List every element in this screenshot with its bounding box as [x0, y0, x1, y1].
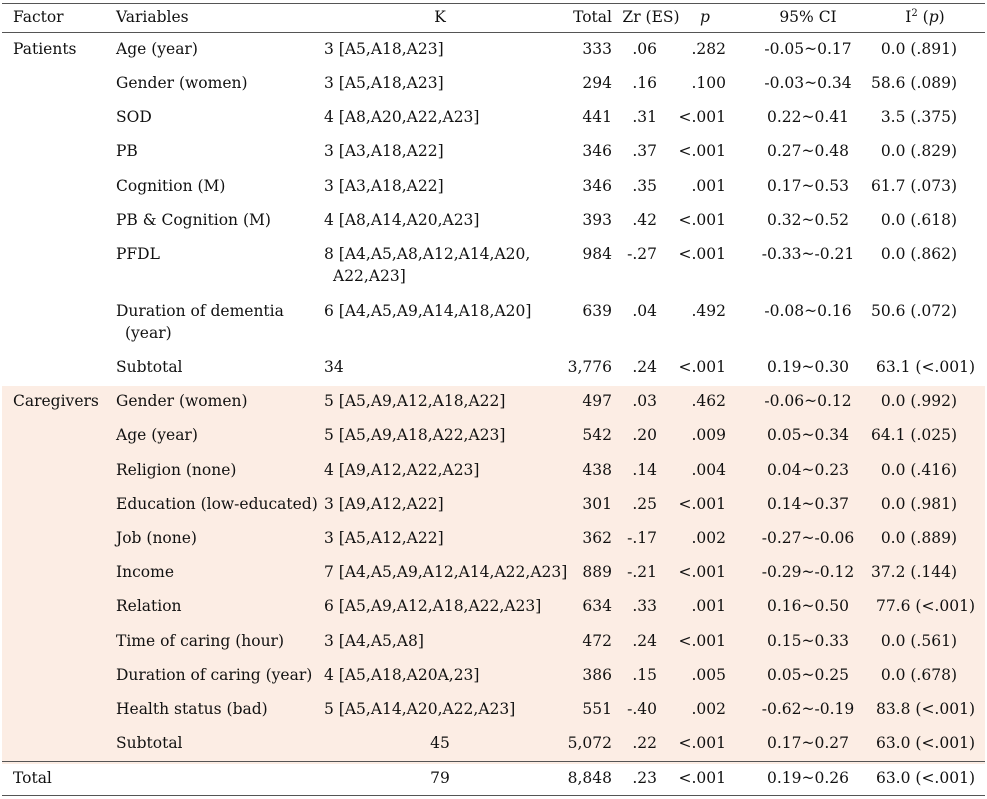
p-value: .005: [691, 666, 726, 684]
variable-name: Cognition (M): [116, 177, 226, 195]
variable-name: PB: [116, 142, 138, 160]
zr-value: .15: [632, 666, 657, 684]
variable-name: Religion (none): [116, 461, 237, 479]
k-value: 7 [A4,A5,A9,A12,A14,A22,A23]: [324, 563, 568, 581]
k-value: 3 [A5,A12,A22]: [324, 529, 444, 547]
variable-name: Relation: [116, 597, 182, 615]
total-total-value: 8,848: [567, 769, 612, 787]
p-value: .001: [691, 177, 726, 195]
bottom-rule: [2, 795, 985, 796]
k-value: 3 [A3,A18,A22]: [324, 142, 444, 160]
total-value: 889: [582, 563, 612, 581]
p-value: .002: [691, 700, 726, 718]
i2-value: 50.6 (.072): [870, 302, 957, 320]
i2-value: 77.6 (<.001): [875, 597, 975, 615]
variable-name: PB & Cognition (M): [116, 211, 271, 229]
ci-value: -0.33~-0.21: [761, 245, 855, 263]
header-ci: 95% CI: [779, 8, 837, 26]
k-value: 45: [430, 734, 450, 752]
header-factor: Factor: [13, 8, 64, 26]
top-rule: [2, 3, 985, 4]
variable-name: Education (low-educated): [116, 495, 318, 513]
ci-value: -0.29~-0.12: [761, 563, 855, 581]
header-rule: [2, 32, 985, 33]
k-value: 6 [A5,A9,A12,A18,A22,A23]: [324, 597, 542, 615]
k-value: 5 [A5,A14,A20,A22,A23]: [324, 700, 516, 718]
total-k-value: 79: [430, 769, 450, 787]
ci-value: -0.03~0.34: [764, 74, 852, 92]
k-value: 3 [A3,A18,A22]: [324, 177, 444, 195]
p-value: <.001: [678, 632, 726, 650]
p-value: .009: [691, 426, 726, 444]
k-value: 5 [A5,A9,A12,A18,A22]: [324, 392, 506, 410]
variable-name: SOD: [116, 108, 152, 126]
total-value: 441: [582, 108, 612, 126]
k-value: 6 [A4,A5,A9,A14,A18,A20]: [324, 302, 532, 320]
k-value: 5 [A5,A9,A18,A22,A23]: [324, 426, 506, 444]
i2-value: 0.0 (.618): [880, 211, 957, 229]
i2-value: 0.0 (.416): [880, 461, 957, 479]
zr-value: .42: [632, 211, 657, 229]
i2-value: 0.0 (.561): [880, 632, 957, 650]
header-i2: $I^2$ (p): [905, 8, 945, 26]
p-value: <.001: [678, 142, 726, 160]
header-zr: Zr (ES): [622, 8, 680, 26]
variable-name: (year): [125, 324, 172, 342]
ci-value: -0.06~0.12: [764, 392, 852, 410]
variable-name: Duration of caring (year): [116, 666, 313, 684]
zr-value: .25: [632, 495, 657, 513]
zr-value: .37: [632, 142, 657, 160]
total-value: 301: [582, 495, 612, 513]
total-value: 438: [582, 461, 612, 479]
factor-label: Caregivers: [13, 392, 99, 410]
variable-name: Time of caring (hour): [116, 632, 285, 650]
p-value: <.001: [678, 563, 726, 581]
i2-value: 0.0 (.891): [880, 40, 957, 58]
variable-name: Health status (bad): [116, 700, 268, 718]
variable-name: Income: [116, 563, 174, 581]
ci-value: 0.04~0.23: [766, 461, 849, 479]
i2-value: 0.0 (.678): [880, 666, 957, 684]
i2-value: 63.1 (<.001): [875, 358, 975, 376]
zr-value: .35: [632, 177, 657, 195]
ci-value: 0.05~0.25: [766, 666, 849, 684]
p-value: .002: [691, 529, 726, 547]
p-value: .004: [691, 461, 726, 479]
total-value: 333: [582, 40, 612, 58]
variable-name: PFDL: [116, 245, 160, 263]
i2-value: 0.0 (.829): [880, 142, 957, 160]
k-value: 34: [324, 358, 344, 376]
i2-value: 64.1 (.025): [870, 426, 957, 444]
total-value: 639: [582, 302, 612, 320]
total-i2-value: 63.0 (<.001): [875, 769, 975, 787]
total-value: 346: [582, 142, 612, 160]
ci-value: 0.14~0.37: [766, 495, 849, 513]
total-value: 497: [582, 392, 612, 410]
i2-value: 3.5 (.375): [880, 108, 957, 126]
subtotal-label: Subtotal: [116, 358, 183, 376]
zr-value: .16: [632, 74, 657, 92]
total-value: 393: [582, 211, 612, 229]
total-rule: [2, 761, 985, 762]
zr-value: .24: [632, 632, 657, 650]
subtotal-label: Subtotal: [116, 734, 183, 752]
total-value: 3,776: [567, 358, 612, 376]
k-value: 4 [A8,A14,A20,A23]: [324, 211, 480, 229]
ci-value: 0.05~0.34: [766, 426, 849, 444]
zr-value: .33: [632, 597, 657, 615]
i2-value: 37.2 (.144): [870, 563, 957, 581]
i2-value: 63.0 (<.001): [875, 734, 975, 752]
i2-value: 0.0 (.981): [880, 495, 957, 513]
k-value: 4 [A8,A20,A22,A23]: [324, 108, 480, 126]
i2-value: 0.0 (.889): [880, 529, 957, 547]
total-value: 542: [582, 426, 612, 444]
variable-name: Job (none): [116, 529, 197, 547]
i2-value: 0.0 (.862): [880, 245, 957, 263]
header-k: K: [434, 8, 446, 26]
total-value: 386: [582, 666, 612, 684]
k-value: 3 [A4,A5,A8]: [324, 632, 424, 650]
k-value: 3 [A9,A12,A22]: [324, 495, 444, 513]
zr-value: .14: [632, 461, 657, 479]
header-total: Total: [573, 8, 612, 26]
ci-value: 0.22~0.41: [766, 108, 849, 126]
total-value: 984: [582, 245, 612, 263]
total-value: 472: [582, 632, 612, 650]
variable-name: Age (year): [116, 40, 198, 58]
variable-name: Age (year): [116, 426, 198, 444]
ci-value: -0.08~0.16: [764, 302, 852, 320]
total-value: 634: [582, 597, 612, 615]
ci-value: 0.16~0.50: [766, 597, 849, 615]
ci-value: 0.27~0.48: [766, 142, 849, 160]
variable-name: Duration of dementia: [116, 302, 284, 320]
ci-value: -0.05~0.17: [764, 40, 852, 58]
header-variables: Variables: [116, 8, 189, 26]
k-value: 8 [A4,A5,A8,A12,A14,A20,: [324, 245, 531, 263]
ci-value: 0.15~0.33: [766, 632, 849, 650]
p-value: .282: [691, 40, 726, 58]
total-row-label: Total: [13, 769, 52, 787]
zr-value: .22: [632, 734, 657, 752]
total-value: 551: [582, 700, 612, 718]
zr-value: .06: [632, 40, 657, 58]
p-value: <.001: [678, 495, 726, 513]
variable-name: Gender (women): [116, 74, 248, 92]
ci-value: 0.17~0.27: [766, 734, 849, 752]
ci-value: 0.19~0.30: [766, 358, 849, 376]
ci-value: 0.17~0.53: [766, 177, 849, 195]
zr-value: .24: [632, 358, 657, 376]
total-ci-value: 0.19~0.26: [766, 769, 849, 787]
p-value: .001: [691, 597, 726, 615]
variable-name: Gender (women): [116, 392, 248, 410]
i2-value: 83.8 (<.001): [875, 700, 975, 718]
zr-value: -.17: [627, 529, 657, 547]
k-value: 3 [A5,A18,A23]: [324, 74, 444, 92]
k-value: 4 [A9,A12,A22,A23]: [324, 461, 480, 479]
p-value: <.001: [678, 734, 726, 752]
k-value: A22,A23]: [333, 267, 406, 285]
total-value: 294: [582, 74, 612, 92]
zr-value: .03: [632, 392, 657, 410]
i2-value: 0.0 (.992): [880, 392, 957, 410]
p-value: <.001: [678, 108, 726, 126]
zr-value: -.27: [627, 245, 657, 263]
zr-value: .20: [632, 426, 657, 444]
total-value: 346: [582, 177, 612, 195]
p-value: <.001: [678, 245, 726, 263]
zr-value: .31: [632, 108, 657, 126]
ci-value: -0.27~-0.06: [761, 529, 855, 547]
i2-value: 58.6 (.089): [870, 74, 957, 92]
p-value: .462: [691, 392, 726, 410]
p-value: .492: [691, 302, 726, 320]
i2-value: 61.7 (.073): [870, 177, 957, 195]
total-value: 5,072: [567, 734, 612, 752]
ci-value: -0.62~-0.19: [761, 700, 855, 718]
p-value: .100: [691, 74, 726, 92]
zr-value: -.21: [627, 563, 657, 581]
factor-label: Patients: [13, 40, 77, 58]
total-value: 362: [582, 529, 612, 547]
total-p-value: <.001: [678, 769, 726, 787]
p-value: <.001: [678, 358, 726, 376]
p-value: <.001: [678, 211, 726, 229]
k-value: 4 [A5,A18,A20A,23]: [324, 666, 480, 684]
k-value: 3 [A5,A18,A23]: [324, 40, 444, 58]
zr-value: -.40: [627, 700, 657, 718]
ci-value: 0.32~0.52: [766, 211, 849, 229]
header-p: p: [700, 8, 710, 26]
zr-value: .04: [632, 302, 657, 320]
total-zr-value: .23: [632, 769, 657, 787]
